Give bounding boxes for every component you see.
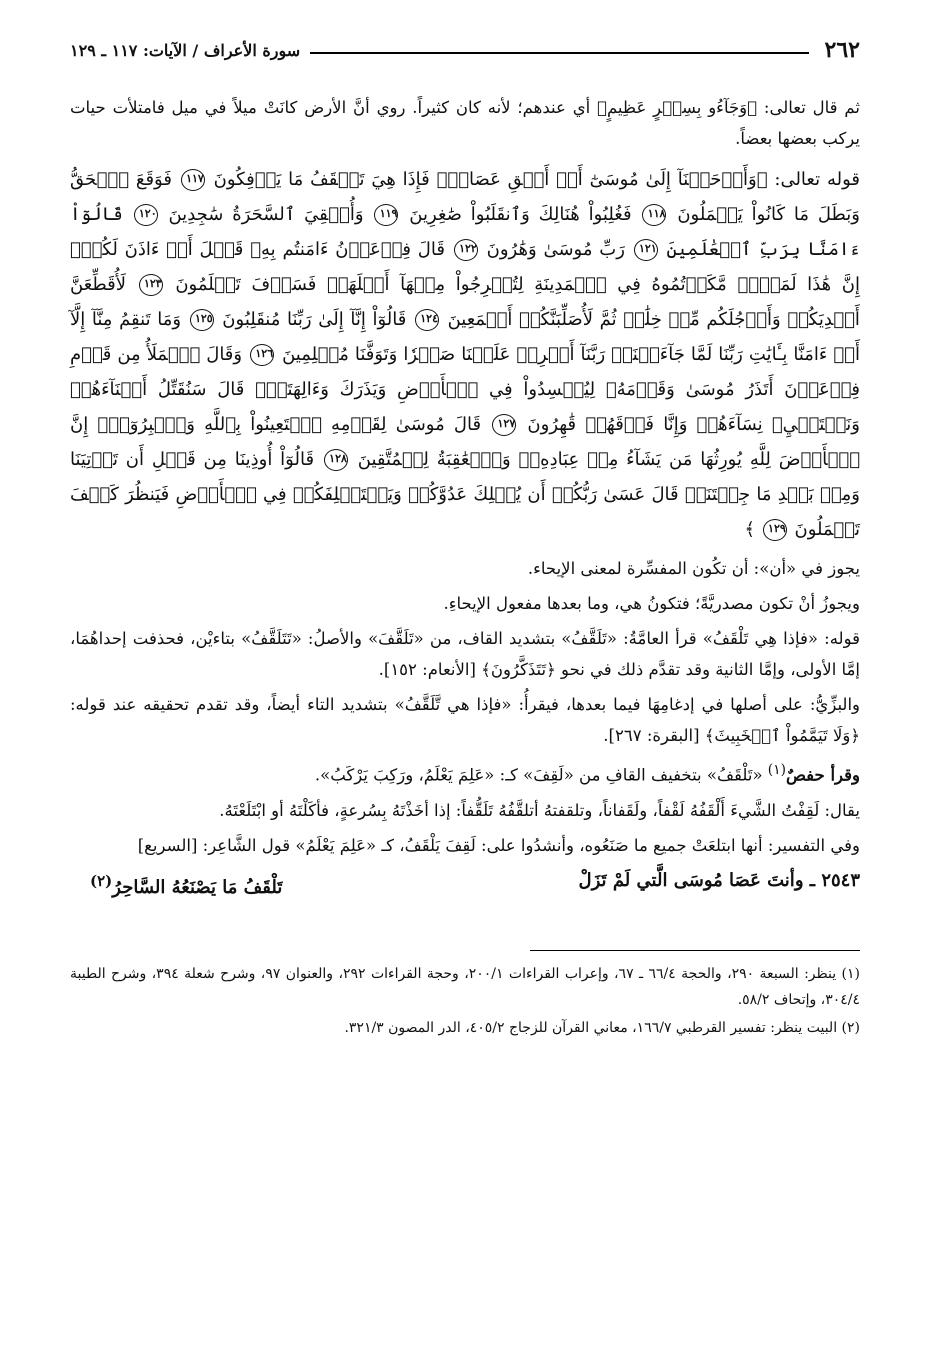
verse-number-marker: ١٢١ xyxy=(634,239,658,261)
quran-verse-text: لَأُقَطِّعَنَّ أَيۡدِيَكُمۡ وَأَرۡجُلَكُم مِّنۡ خِلَٰفٖ ثُمَّ لَأُصَلِّبَنَّكُمۡ أَجۡمَعِينَ xyxy=(70,274,860,330)
quran-verse-text: فَغُلِبُواْ هُنَالِكَ وَٱنقَلَبُواْ صَٰغِرِينَ xyxy=(409,204,632,225)
verse-second-hemistich xyxy=(90,865,282,904)
hemistich-2: تَلْقَفُ مَا يَصْنَعُهُ السَّاحِرُ xyxy=(112,876,283,898)
quran-closing: ﴾ xyxy=(744,519,756,540)
verse-number-marker: ١٢٠ xyxy=(134,204,158,226)
verse-number-marker: ١١٩ xyxy=(374,204,398,226)
paragraph-lughah: يقال: لَقِفْتُ الشَّيءَ أَلْقَفُهُ لَقْفاً، ولَقَفاناً، وتلقفتهُ أتلقَّفُهُ تَلَقُّفاً: إذا أخَذْتَهُ بِسُرعةٍ، فأكَلْتَهُ أو ابْتَلَعْتَهُ. xyxy=(219,800,860,820)
verse-number-marker: ١٢٦ xyxy=(250,344,274,366)
verse-number: ٢٥٤٣ xyxy=(821,869,860,891)
quran-passage xyxy=(70,162,860,547)
quran-verse-text: قَالَ مُوسَىٰ لِقَوۡمِهِ ٱسۡتَعِينُواْ بِٱللَّهِ وَٱصۡبِرُوٓاْۖ إِنَّ ٱلۡأَرۡضَ لِلَّهِ يُورِثُهَا مَن يَشَآءُ مِنۡ عِبَادِهِۦۖ وَٱلۡعَٰقِبَةُ لِلۡمُتَّقِينَ xyxy=(70,414,860,470)
verse-number-marker: ١٢٨ xyxy=(324,449,348,471)
verse-number-marker: ١٢٧ xyxy=(492,414,516,436)
footnote-ref-2: (٢) xyxy=(90,871,113,890)
header-rule xyxy=(310,52,808,54)
quran-verses xyxy=(70,169,860,540)
poetry-verse xyxy=(70,865,860,904)
verse-number-marker: ١٢٥ xyxy=(190,309,214,331)
hafs-rest: «تَلْقَفُ» بتخفيف القافِ من «لَقِفَ» كـ: «عَلِمَ يَعْلَمُ، ورَكِبَ يَرْكَبُ». xyxy=(314,765,768,785)
footnote-ref-1: (١) xyxy=(767,762,786,778)
verse-number-marker: ١١٨ xyxy=(642,204,666,226)
quran-verse-text: وَقَالَ ٱلۡمَلَأُ مِن قَوۡمِ فِرۡعَوۡنَ أَتَذَرُ مُوسَىٰ وَقَوۡمَهُۥ لِيُفۡسِدُواْ فِي ٱلۡأَرۡضِ وَيَذَرَكَ وَءَالِهَتَكَۚ قَالَ سَنُقَتِّلُ أَبۡنَآءَهُمۡ وَنَسۡتَحۡيِۦ نِسَآءَهُمۡ وَإِنَّا فَوۡقَهُمۡ قَٰهِرُونَ xyxy=(70,344,860,435)
hafs-lead: وقرأ حفصٌ xyxy=(785,765,860,785)
page-header xyxy=(70,30,860,70)
quran-verse-text: رَبِّ مُوسَىٰ وَهَٰرُونَ xyxy=(486,239,625,260)
book-page xyxy=(70,30,860,1350)
quran-opening: قوله تعالى: ﴿ xyxy=(756,169,860,190)
paragraph-hafs xyxy=(70,755,860,791)
footnote-divider xyxy=(530,950,860,951)
quran-verse-text: قَالُوٓاْ أُوذِينَا مِن قَبۡلِ أَن تَأۡتِيَنَا وَمِنۢ بَعۡدِ مَا جِئۡتَنَاۚ قَالَ عَسَىٰ رَبُّكُمۡ أَن يُهۡلِكَ عَدُوَّكُمۡ وَيَسۡتَخۡلِفَكُمۡ فِي ٱلۡأَرۡضِ فَيَنظُرَ كَيۡفَ تَعۡمَلُونَ xyxy=(70,449,860,540)
verse-number-marker: ١٢٩ xyxy=(763,519,787,541)
page-number: ٢٦٢ xyxy=(824,37,860,63)
verse-number-marker: ١٢٤ xyxy=(415,309,439,331)
quran-verse-text: وَمَا تَنقِمُ مِنَّآ إِلَّآ أَنۡ ءَامَنَّا بِـَٔايَٰتِ رَبِّنَا لَمَّا جَآءَتۡنَاۚ رَبَّنَآ أَفۡرِغۡ عَلَيۡنَا صَبۡرٗا وَتَوَفَّنَا مُسۡلِمِينَ xyxy=(70,309,860,365)
intro-paragraph: ثم قال تعالى: ﴿وَجَآءُو بِسِحۡرٍ عَظِيمٍ﴾ أي عندهم؛ لأنه كان كثيراً. روي أنَّ الأرض كانَتْ ميلاً في ميل فامتلأت حيات يركب بعضها بعضاً. xyxy=(70,98,860,148)
verse-number-marker: ١٢٣ xyxy=(139,274,163,296)
paragraph-bazzi: والبزِّيُّ: على أصلها في إدغامِهَا فيما بعدها، فيقرأُ: «فإذا هي تَّلَقَّفُ» بتشديد التاء أيضاً، وقد تقدم تحقيقه عند قوله: ﴿وَلَا تَيَمَّمُواْ ٱلۡخَبِيثَ﴾ [البقرة: ٢٦٧]. xyxy=(70,695,860,745)
quran-verse-text: فَوَقَعَ ٱلۡحَقُّ وَبَطَلَ مَا كَانُواْ يَعۡمَلُونَ xyxy=(70,169,860,225)
footnote-1: (١) ينظر: السبعة ٢٩٠، والحجة ٦٦/٤ ـ ٦٧، وإعراب القراءات ٢٠٠/١، وحجة القراءات ٢٩٢، والعنوان ٩٧، وشرح شعلة ٣٩٤، وشرح الطيبة ٣٠٤/٤، وإتحاف ٥٨/٢. xyxy=(70,965,860,1008)
quran-verse-text: قَالَ فِرۡعَوۡنُ ءَامَنتُم بِهِۦ قَبۡلَ أَنۡ ءَاذَنَ لَكُمۡۖ إِنَّ هَٰذَا لَمَكۡرٞ مَّكَرۡتُمُوهُ فِي ٱلۡمَدِينَةِ لِتُخۡرِجُواْ مِنۡهَآ أَهۡلَهَاۖ فَسَوۡفَ تَعۡلَمُونَ xyxy=(70,239,860,295)
paragraph-masdariyya: ويجوزُ أنْ تكون مصدريَّةً؛ فتكونُ هي، وما بعدها مفعول الإيحاءِ. xyxy=(443,594,860,613)
quran-verse-text: قَالُوٓاْ ءَامَنَّا بِرَبِّ ٱلۡعَٰلَمِينَ xyxy=(70,204,860,260)
paragraph-an: يجوز في «أن»: أن تكُون المفسِّرة لمعنى الإيحاء. xyxy=(527,559,860,578)
verse-first-hemistich: ٢٥٤٣ ـ وأنتَ عَصَا مُوسَى الَّتي لَمْ تَزَلْ xyxy=(578,869,860,891)
hemistich-1: وأنتَ عَصَا مُوسَى الَّتي لَمْ تَزَلْ xyxy=(578,869,804,891)
verse-number-marker: ١٢٢ xyxy=(454,239,478,261)
paragraph-tafsir: وفي التفسير: أنها ابتلعَتْ جميع ما صَنَعُوه، وأنشدُوا على: لَقِفَ يَلْقَفُ، كـ «عَلِمَ يَعْلَمُ» قول الشَّاعِر: [السريع] xyxy=(137,835,860,855)
quran-verse-text: وَأُلۡقِيَ ٱلسَّحَرَةُ سَٰجِدِينَ xyxy=(168,204,364,225)
footnotes xyxy=(70,961,860,1041)
verse-number-marker: ١١٧ xyxy=(181,169,205,191)
quran-verse-text: وَأَوۡحَيۡنَآ إِلَىٰ مُوسَىٰٓ أَنۡ أَلۡقِ عَصَاكَۖ فَإِذَا هِيَ تَلۡقَفُ مَا يَأۡفِكُونَ xyxy=(213,169,757,190)
quran-verse-text: قَالُوٓاْ إِنَّآ إِلَىٰ رَبِّنَا مُنقَلِبُونَ xyxy=(222,309,407,330)
paragraph-talaqqaf: قوله: «فإذا هِي تَلْقَفُ» قرأ العامَّةُ: «تَلَقَّفُ» بتشديد القاف، من «تَلَقَّفَ» والأصلُ: «تَتَلَقَّفُ» بتاءيْن، فحذفت إحداهُمَا، إمَّا الأولى، وإمَّا الثانية وقد تقدَّم ذلك في نحو ﴿تَتَذَكَّرُونَ﴾ [الأنعام: ١٥٢]. xyxy=(70,629,860,679)
surah-title: سورة الأعراف / الآيات: ١١٧ ـ ١٢٩ xyxy=(70,40,301,60)
footnote-2: (٢) البيت ينظر: تفسير القرطبي ١٦٦/٧، معاني القرآن للزجاج ٤٠٥/٢، الدر المصون ٣٢١/٣. xyxy=(344,1019,860,1036)
